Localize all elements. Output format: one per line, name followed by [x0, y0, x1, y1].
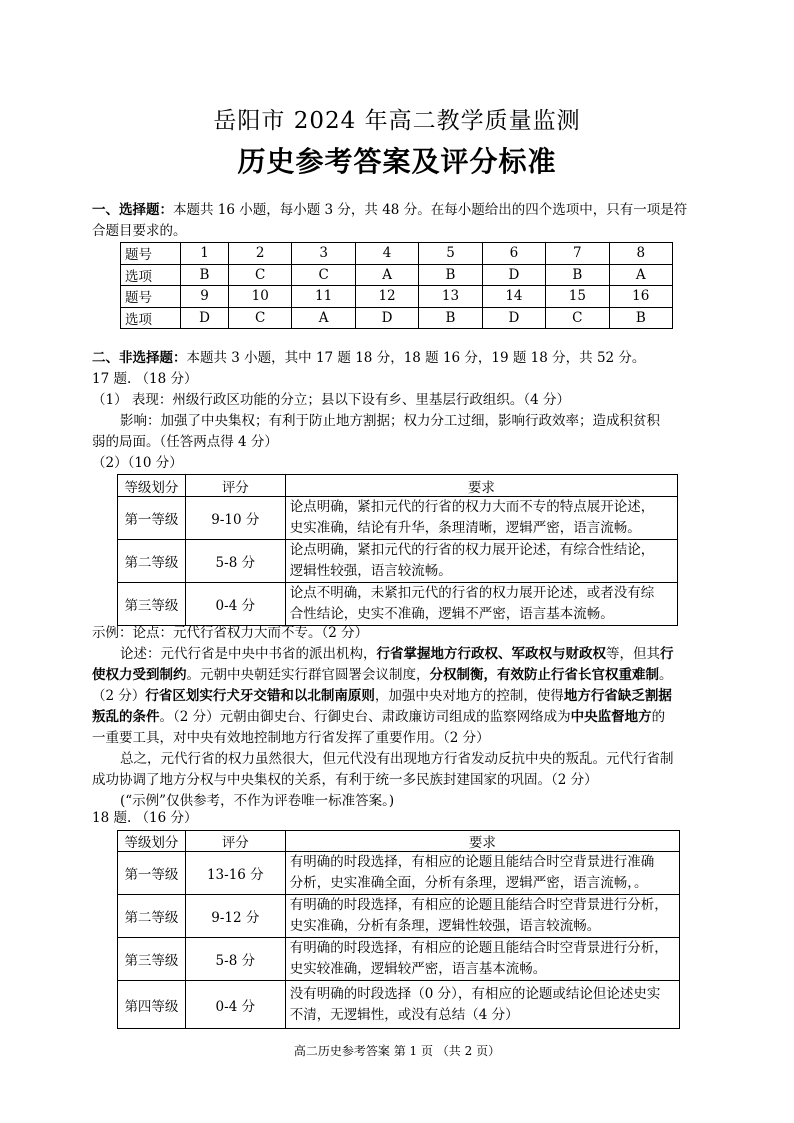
table-cell: 15	[546, 286, 609, 308]
table-cell: 10	[229, 286, 292, 308]
section1-text: 本题共 16 小题，每小题 3 分，共 48 分。在每小题给出的四个选项中，只有一项是符	[173, 202, 688, 218]
section1-intro-2: 合题目要求的。	[92, 223, 187, 239]
table-cell: D	[482, 264, 545, 286]
page-footer: 高二历史参考答案 第 1 页 （共 2 页）	[293, 1044, 501, 1058]
grade-level: 第三等级	[118, 583, 186, 626]
grade-requirement: 论点明确，紧扣元代的行省的权力大而不专的特点展开论述， 史实准确，结论有升华，条理清晰，逻辑严密，语言流畅。	[285, 497, 677, 540]
table-cell: D	[355, 307, 418, 329]
grade-score: 0-4 分	[185, 583, 285, 626]
table-cell: B	[419, 307, 482, 329]
table-cell: 16	[609, 286, 672, 308]
q17-impact-2: 弱的局面。（任答两点得 4 分）	[92, 434, 278, 450]
table-row	[118, 583, 678, 626]
table-cell: 13	[419, 286, 482, 308]
table-cell: B	[419, 264, 482, 286]
table-cell: B	[181, 264, 229, 286]
table-cell: A	[355, 264, 418, 286]
table-header: 评分	[185, 831, 285, 852]
table-cell: B	[609, 307, 672, 329]
grade-level: 第三等级	[118, 938, 186, 981]
q17-part1: （1） 表现：州级行政区功能的分立；县以下设有乡、里基层行政组织。（4 分）	[92, 392, 571, 408]
table-header: 等级划分	[118, 475, 186, 497]
example-line: 叛乱的条件。（2 分）元朝由御史台、行御史台、肃政廉访司组成的监察网络成为中央监督地方的	[92, 709, 666, 725]
grade-score: 13-16 分	[185, 852, 285, 895]
table-cell: 7	[546, 243, 609, 265]
grade-score: 5-8 分	[185, 938, 285, 981]
grade-requirement: 论点不明确，未紧扣元代的行省的权力展开论述，或者没有综 合性结论，史实不准确，逻辑不严密，语言基本流畅。	[285, 583, 677, 626]
table-cell: 8	[609, 243, 672, 265]
table-row	[118, 852, 680, 895]
table-cell: 3	[292, 243, 355, 265]
table-cell: 选项	[121, 264, 181, 286]
table-cell: 11	[292, 286, 355, 308]
table-cell: 题号	[121, 243, 181, 265]
table-cell: A	[292, 307, 355, 329]
grade-requirement: 有明确的时段选择，有相应的论题且能结合时空背景进行分析， 史实准确，分析有条理，逻辑性较强，语言较流畅。	[285, 895, 679, 938]
q18-title: 18 题. （16 分）	[92, 810, 198, 826]
section2-intro	[92, 348, 702, 369]
table-cell: B	[546, 264, 609, 286]
table-cell: 12	[355, 286, 418, 308]
grade-score: 0-4 分	[185, 981, 285, 1029]
table-header: 评分	[185, 475, 285, 497]
grade-requirement: 论点明确，紧扣元代的行省的权力展开论述，有综合性结论， 逻辑性较强，语言较流畅。	[285, 540, 677, 583]
table-cell: 6	[482, 243, 545, 265]
grade-level: 第二等级	[118, 540, 186, 583]
table-cell: 1	[181, 243, 229, 265]
example-note: (“示例”仅供参考，不作为评卷唯一标准答案。)	[120, 793, 395, 809]
table-row	[118, 981, 680, 1029]
table-cell: 题号	[121, 286, 181, 308]
example-line: 总之，元代行省的权力虽然很大，但元代没有出现地方行省发动反抗中央的叛乱。元代行省制	[120, 751, 674, 767]
title-line2: 历史参考答案及评分标准	[237, 145, 557, 178]
grade-requirement: 有明确的时段选择，有相应的论题且能结合时空背景进行准确 分析，史实准确全面，分析有条理，逻辑严密，语言流畅，。	[285, 852, 679, 895]
table-header: 等级划分	[118, 831, 186, 852]
table-row	[118, 938, 680, 981]
table-row	[121, 264, 673, 286]
table-cell: 5	[419, 243, 482, 265]
answer-table	[120, 242, 673, 329]
table-cell: C	[229, 264, 292, 286]
q17-impact: 影响：加强了中央集权；有利于防止地方割据；权力分工过细，影响行政效率；造成积贫积	[120, 413, 660, 429]
section2-heading: 二、非选择题：	[92, 350, 187, 366]
table-row	[118, 895, 680, 938]
section1-intro	[92, 200, 702, 221]
table-cell: 4	[355, 243, 418, 265]
table-cell: 2	[229, 243, 292, 265]
table-row	[118, 540, 678, 583]
grade-level: 第一等级	[118, 497, 186, 540]
table-cell: A	[609, 264, 672, 286]
example-line: 论述：元代行省是中央中书省的派出机构，行省掌握地方行政权、军政权与财政权等，但其行	[120, 646, 674, 662]
q17-part2: （2）（10 分）	[92, 455, 183, 471]
grade-level: 第二等级	[118, 895, 186, 938]
table-row	[121, 243, 673, 265]
example-line: 使权力受到制约。元朝中央朝廷实行群官圆署会议制度，分权制衡，有效防止行省长官权重难制。	[92, 667, 673, 683]
grade-level: 第一等级	[118, 852, 186, 895]
table-row	[121, 307, 673, 329]
example-line: 成功协调了地方分权与中央集权的关系，有利于统一多民族封建国家的巩固。（2 分）	[92, 772, 598, 788]
example-line: 一重要工具，对中央有效地控制地方行省发挥了重要作用。（2 分）	[92, 730, 490, 746]
table-cell: 选项	[121, 307, 181, 329]
table-cell: 14	[482, 286, 545, 308]
table-header: 要求	[285, 475, 677, 497]
table-cell: D	[181, 307, 229, 329]
table-header: 要求	[285, 831, 679, 852]
section2-text: 本题共 3 小题，其中 17 题 18 分，18 题 16 分，19 题 18 分，共 52 分。	[186, 350, 646, 366]
table-row	[121, 286, 673, 308]
table-cell: D	[482, 307, 545, 329]
section1-heading: 一、选择题：	[92, 202, 173, 218]
table-cell: C	[546, 307, 609, 329]
example-line: （2 分）行省区划实行犬牙交错和以北制南原则，加强中央对地方的控制，使得地方行省缺乏割据	[92, 688, 672, 704]
grade-level: 第四等级	[118, 981, 186, 1029]
example-thesis: 示例：论点：元代行省权力大而不专。（2 分）	[92, 625, 369, 641]
grade-score: 5-8 分	[185, 540, 285, 583]
grade-requirement: 没有明确的时段选择（0 分），有相应的论题或结论但论述史实 不清，无逻辑性，或没有总结（4 分）	[285, 981, 679, 1029]
grade-score: 9-10 分	[185, 497, 285, 540]
grading-table-18	[117, 830, 680, 1029]
table-cell: C	[292, 264, 355, 286]
table-header-row	[118, 475, 678, 497]
table-row	[118, 497, 678, 540]
table-cell: C	[229, 307, 292, 329]
q17-title: 17 题. （18 分）	[92, 371, 198, 387]
title-line1: 岳阳市 2024 年高二教学质量监测	[213, 108, 581, 134]
grading-table-17	[117, 474, 678, 626]
grade-score: 9-12 分	[185, 895, 285, 938]
table-cell: 9	[181, 286, 229, 308]
grade-requirement: 有明确的时段选择，有相应的论题且能结合时空背景进行分析， 史实较准确，逻辑较严密，语言基本流畅。	[285, 938, 679, 981]
table-header-row	[118, 831, 680, 852]
